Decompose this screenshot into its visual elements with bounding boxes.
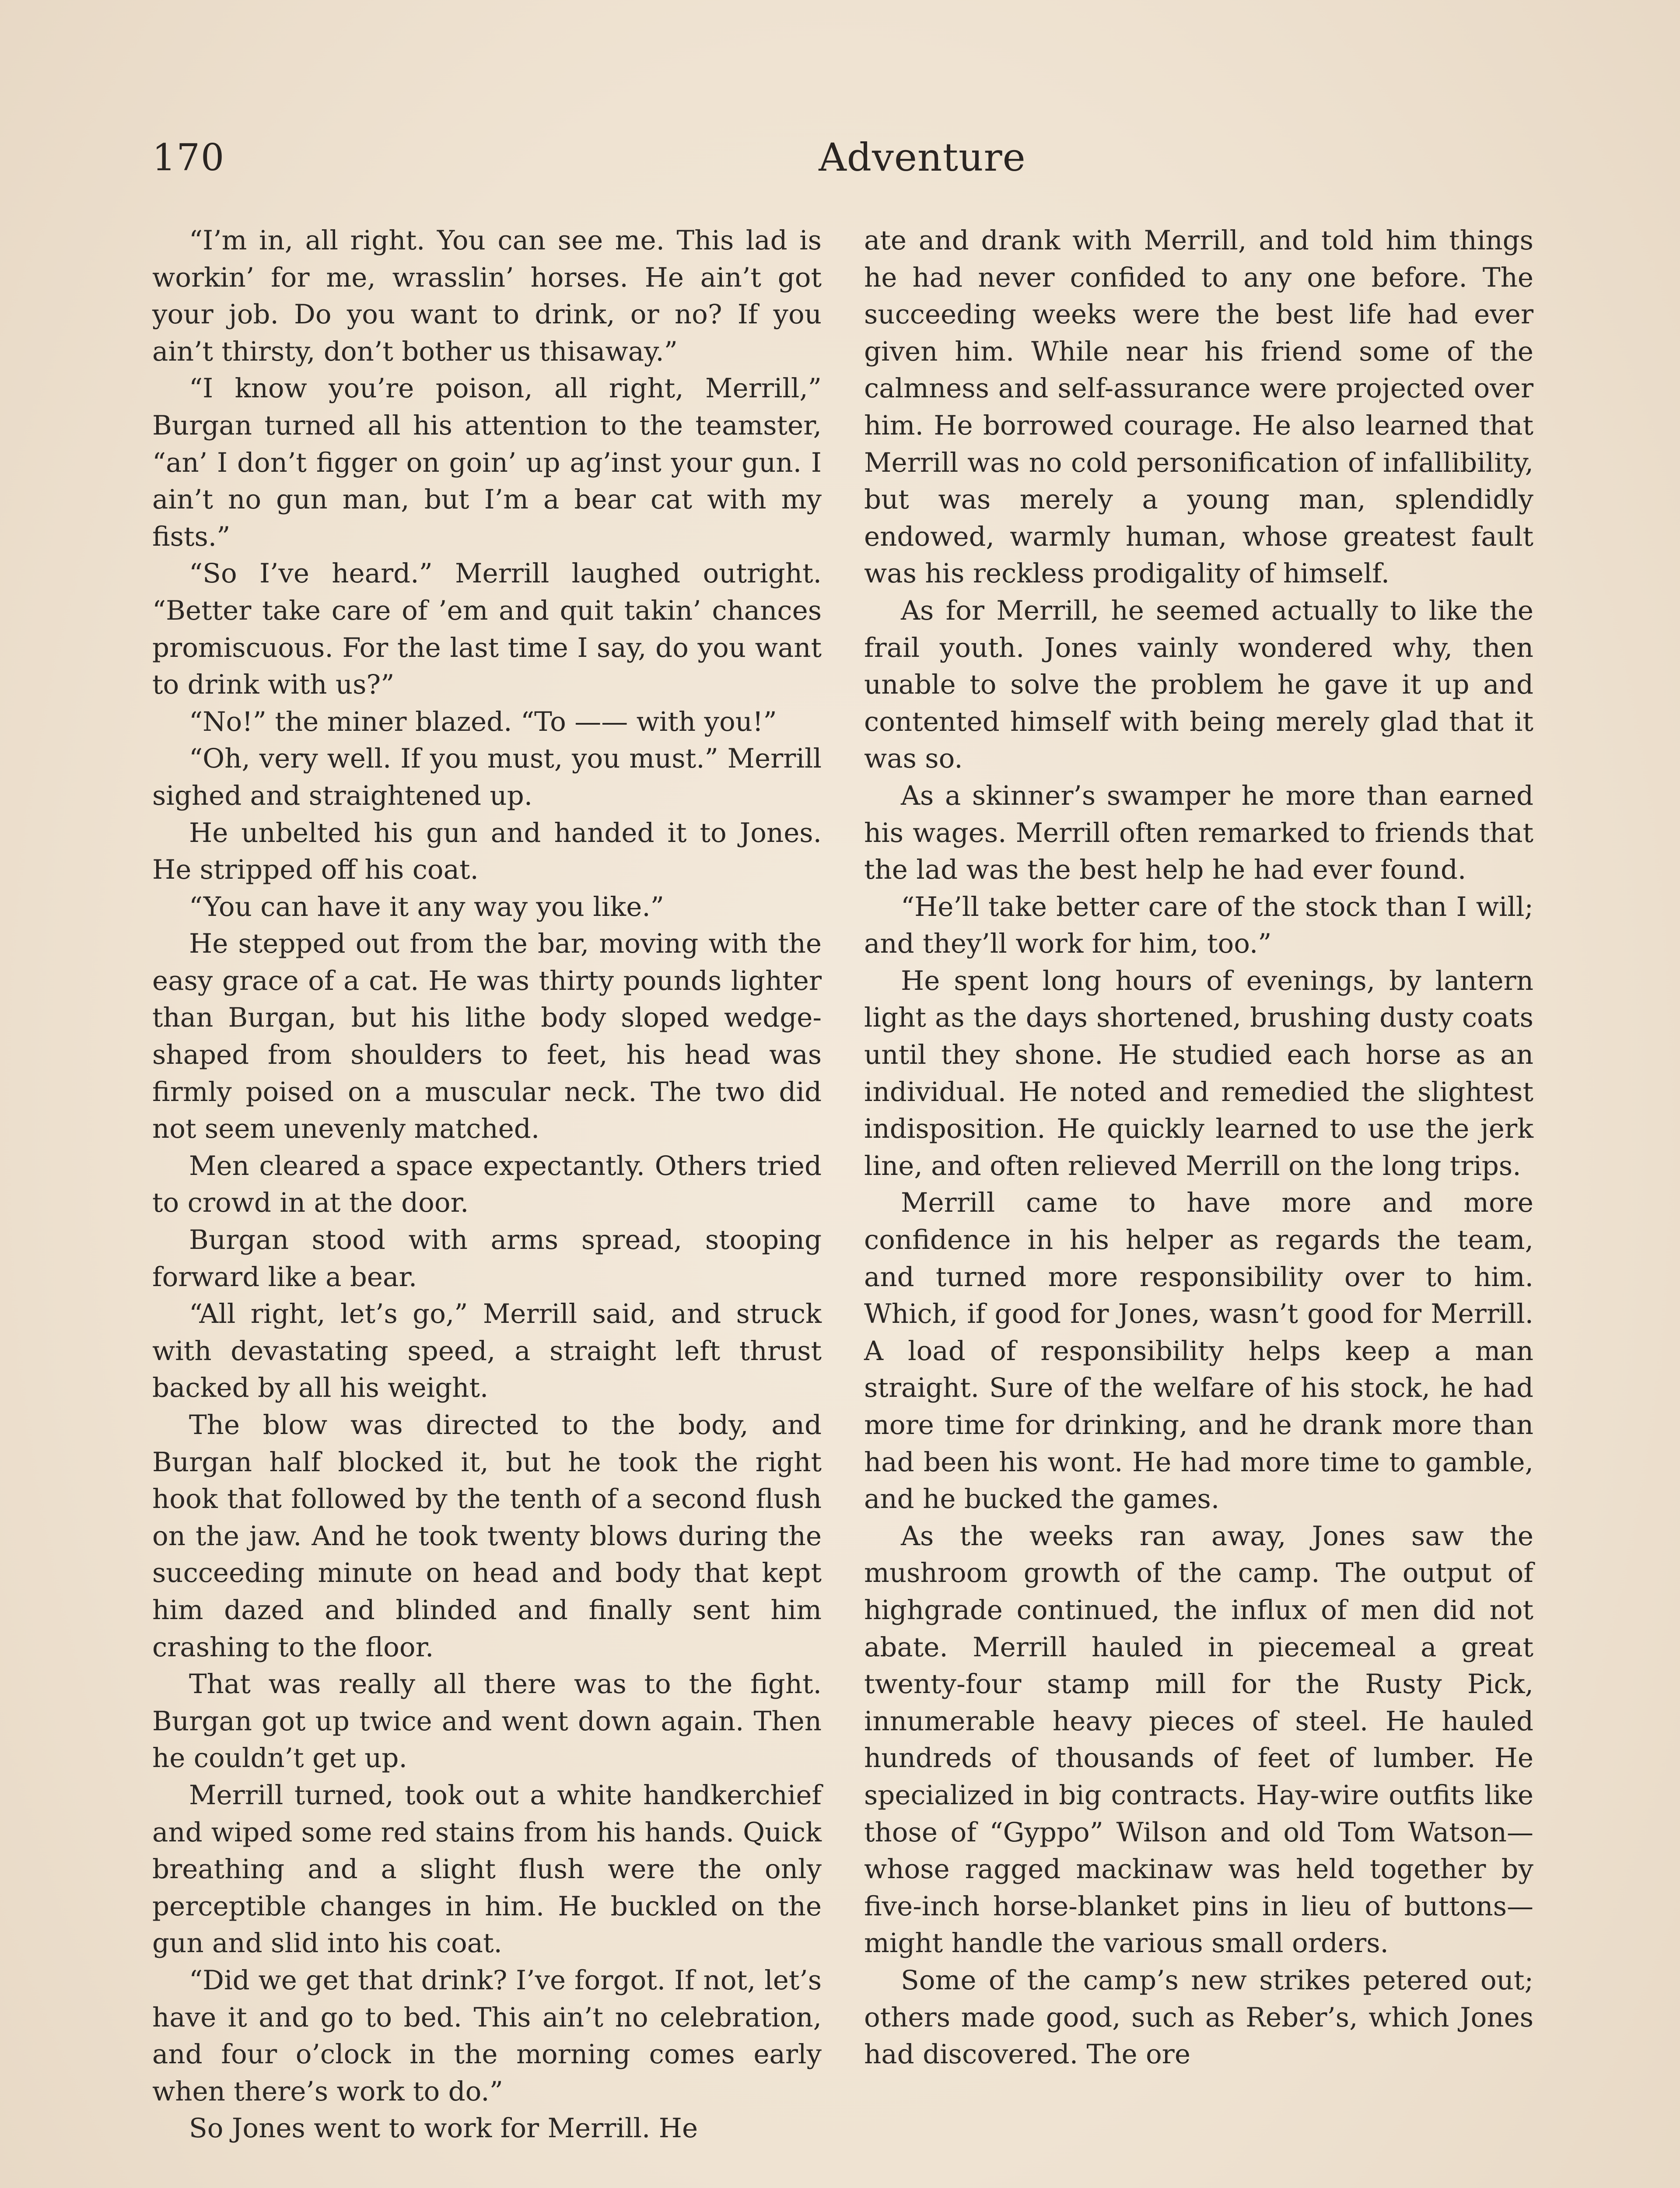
page-header: [152, 127, 1526, 188]
paragraph: He unbelted his gun and handed it to Jones. He stripped off his coat.: [152, 817, 822, 886]
paragraph: As a skinner’s swamper he more than earned his wages. Merrill often remarked to friends that the lad was the best help he had ever found.: [864, 780, 1533, 886]
paragraph: So Jones went to work for Merrill. He: [189, 2113, 698, 2144]
paragraph: That was really all there was to the fight. Burgan got up twice and went down again. Then he couldn’t get up.: [152, 1669, 822, 1774]
paragraph: The blow was directed to the body, and Burgan half blocked it, but he took the right hook that followed by the tenth of a second flush on the jaw. And he took twenty blows during the succeeding minute on head and body that kept him dazed and blinded and finally sent him crashing to the floor.: [152, 1410, 822, 1663]
paragraph: Some of the camp’s new strikes petered out; others made good, such as Reber’s, which Jones had discovered. The ore: [864, 1964, 1533, 2070]
paragraph: “He’ll take better care of the stock than I will; and they’ll work for him, too.”: [864, 891, 1533, 960]
paragraph: He spent long hours of evenings, by lantern light as the days shortened, brushing dusty coats until they shone. He studied each horse as an individual. He noted and remedied the slightest indisposition. He quickly learned to use the jerk line, and often relieved Merrill on the long trips.: [864, 965, 1533, 1182]
paragraph: “So I’ve heard.” Merrill laughed outright. “Better take care of ’em and quit takin’ chances promiscuous. For the last time I say, do you want to drink with us?”: [152, 558, 822, 701]
paragraph: Merrill turned, took out a white handkerchief and wiped some red stains from his hands. Quick breathing and a slight flush were the only perceptible changes in him. He buckled on the gun and slid into his coat.: [152, 1779, 822, 1959]
paragraph: “Did we get that drink? I’ve forgot. If not, let’s have it and go to bed. This ain’t no celebration, and four o’clock in the morning comes early when there’s work to do.”: [152, 1964, 822, 2107]
paragraph: “I know you’re poison, all right, Merrill,” Burgan turned all his attention to the teamster, “an’ I don’t figger on goin’ up ag’inst your gun. I ain’t no gun man, but I’m a bear cat with my fists.”: [152, 373, 822, 552]
paragraph: Burgan stood with arms spread, stooping forward like a bear.: [152, 1224, 822, 1293]
paragraph: “I’m in, all right. You can see me. This lad is workin’ for me, wrasslin’ horses. He ain’t got your job. Do you want to drink, or no? If you ain’t thirsty, don’t bother us thisaway.”: [152, 225, 822, 367]
paragraph-continued: ate and drank with Merrill, and told him things he had never confided to any one before. The succeeding weeks were the best life had ever given him. While near his friend some of the calmness and self-assurance were projected over him. He borrowed courage. He also learned that Merrill was no cold personification of infallibility, but was merely a young man, splendidly endowed, warmly human, whose greatest fault was his reckless prodigality of himself.: [864, 225, 1533, 589]
right-column: [864, 222, 1533, 2073]
left-column: [152, 222, 822, 2147]
paragraph: “All right, let’s go,” Merrill said, and struck with devastating speed, a straight left thrust backed by all his weight.: [152, 1298, 822, 1404]
paragraph: As for Merrill, he seemed actually to like the frail youth. Jones vainly wondered why, then unable to solve the problem he gave it up and contented himself with being merely glad that it was so.: [864, 595, 1533, 775]
paragraph: “No!” the miner blazed. “To —— with you!”: [189, 706, 777, 737]
page-number: 170: [152, 136, 225, 179]
paragraph: He stepped out from the bar, moving with the easy grace of a cat. He was thirty pounds lighter than Burgan, but his lithe body sloped wedge-shaped from shoulders to feet, his head was firmly poised on a muscular neck. The two did not seem unevenly matched.: [152, 928, 822, 1145]
paragraph: Merrill came to have more and more confidence in his helper as regards the team, and turned more responsibility over to him. Which, if good for Jones, wasn’t good for Merrill. A load of responsibility helps keep a man straight. Sure of the welfare of his stock, he had more time for drinking, and he drank more than had been his wont. He had more time to gamble, and he bucked the games.: [864, 1187, 1533, 1515]
running-title: Adventure: [819, 135, 1026, 180]
paragraph: “You can have it any way you like.”: [189, 891, 664, 922]
paragraph: Men cleared a space expectantly. Others tried to crowd in at the door.: [152, 1150, 822, 1219]
paragraph: As the weeks ran away, Jones saw the mushroom growth of the camp. The output of highgrade continued, the influx of men did not abate. Merrill hauled in piecemeal a great twenty-four stamp mill for the Rusty Pick, innumerable heavy pieces of steel. He hauled hundreds of thousands of feet of lumber. He specialized in big contracts. Hay-wire outfits like those of “Gyppo” Wilson and old Tom Watson—whose ragged mackinaw was held together by five-inch horse-blanket pins in lieu of buttons—might handle the various small orders.: [864, 1520, 1533, 1959]
paragraph: “Oh, very well. If you must, you must.” Merrill sighed and straightened up.: [152, 743, 822, 811]
